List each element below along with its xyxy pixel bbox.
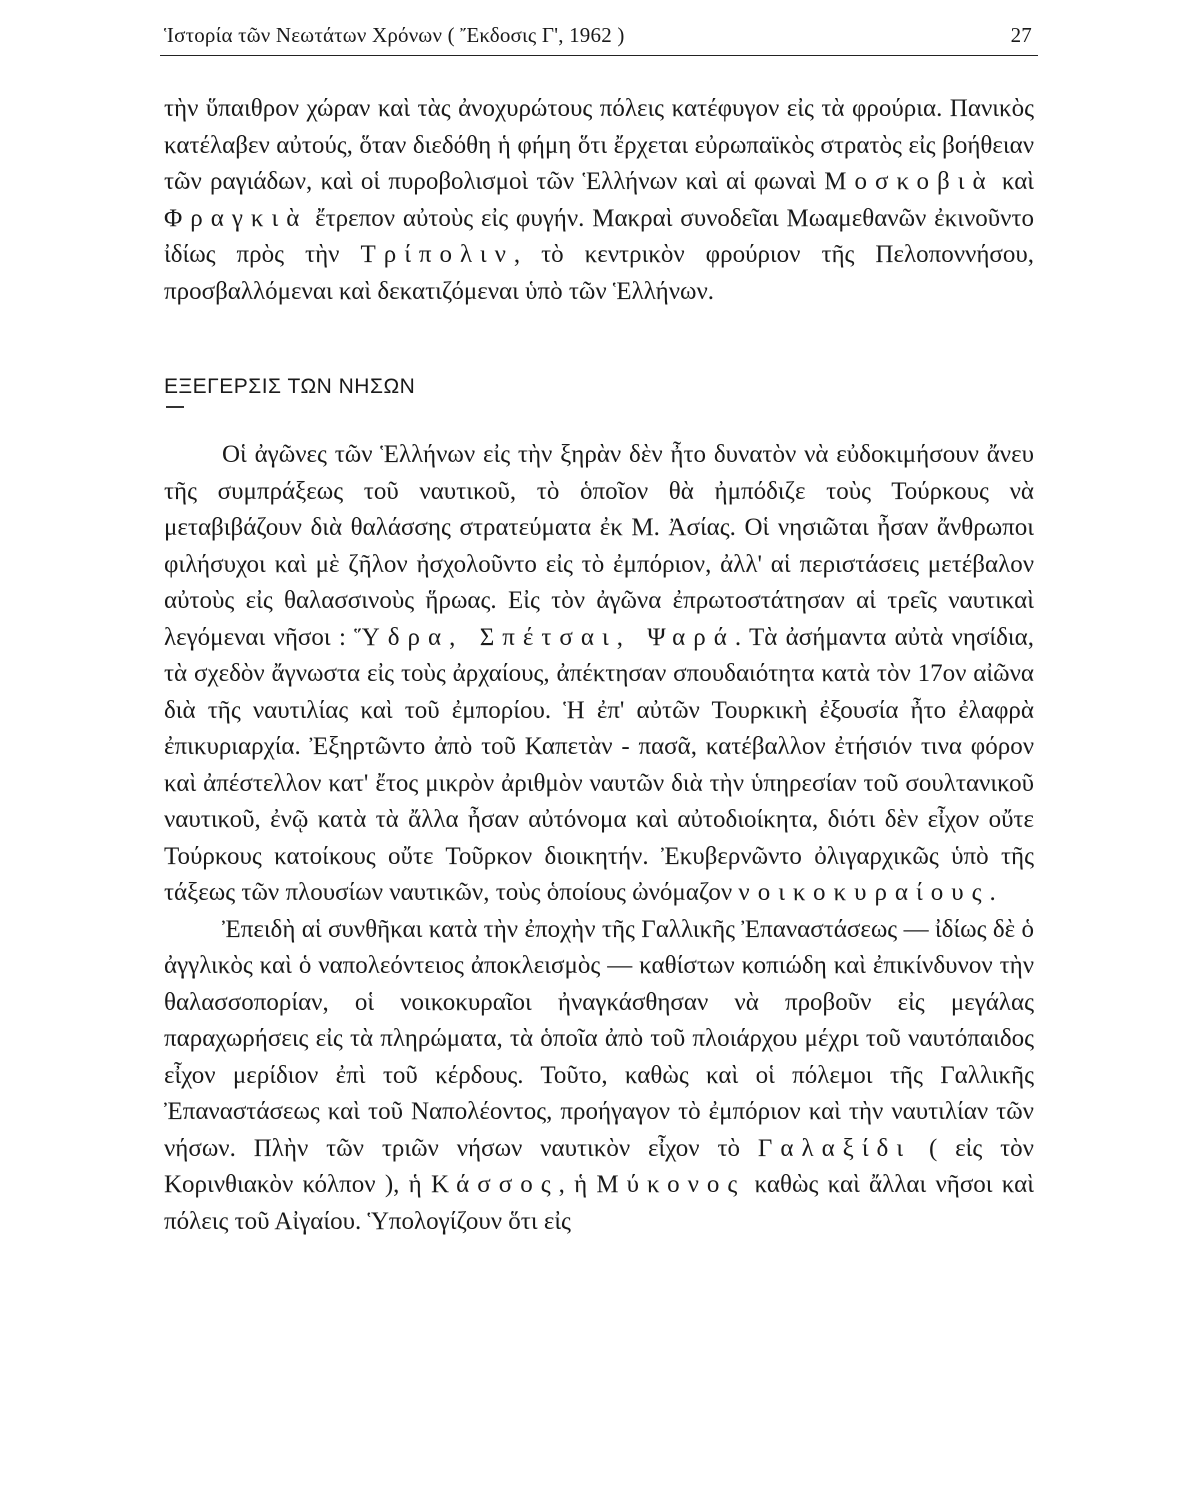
heading-underline <box>166 406 184 408</box>
running-header <box>164 20 1032 50</box>
paragraph <box>164 91 1034 310</box>
text-run: . Τὰ ἀσήμαντα αὐτὰ νησίδια, τὰ σχεδὸν ἄγνωστα εἰς τοὺς ἀρχαίους, ἀπέκτησαν σπουδαιότητα κατὰ τὸν 17ον αἰῶνα διὰ τῆς ναυτιλίας καὶ τοῦ ἐμπορίου. Ἡ ἐπ' αὐτῶν Τουρκικὴ ἐξουσία ἦτο ἐλαφρὰ ἐπικυριαρχία. Ἐξηρτῶντο ἀπὸ τοῦ Καπετὰν - πασᾶ, κατέβαλλον ἐτήσιόν τινα φόρον καὶ ἀπέστελλον κατ' ἔτος μικρὸν ἀριθμὸν ναυτῶν διὰ τὴν ὑπηρεσίαν τοῦ σουλτανικοῦ ναυτικοῦ, ἐνῷ κατὰ τὰ ἄλλα ἦσαν αὐτόνομα καὶ αὐτοδιοίκητα, διότι δὲν εἶχον οὔτε Τούρκους κατοίκους οὔτε Τοῦρκον διοικητήν. Ἐκυβερνῶντο ὀλιγαρχικῶς ὑπὸ τῆς τάξεως τῶν πλουσίων ναυτικῶν, τοὺς ὁποίους ὠνόμαζον <box>164 623 1034 906</box>
text-run: ( εἰς τὸν Κορινθιακὸν κόλπον ), ἡ <box>164 1134 1034 1198</box>
text-block-main <box>164 437 1034 1240</box>
text-run: , τὸ κεντρικὸν φρούριον τῆς Πελοποννήσου, προσβαλλόμεναι καὶ δεκατιζόμεναι ὑπὸ τῶν Ἑλλήνων. <box>164 241 1035 305</box>
text-run: , ἡ <box>558 1171 588 1198</box>
paragraph <box>164 912 1034 1241</box>
text-run: καὶ <box>1001 168 1035 195</box>
paragraph <box>164 437 1034 912</box>
text-run: Ἐπειδὴ αἱ συνθῆκαι κατὰ τὴν ἐποχὴν τῆς Γαλλικῆς Ἐπαναστάσεως — ἰδίως δὲ ὁ ἀγγλικὸς καὶ ὁ ναπολεόντειος ἀποκλεισμὸς — καθίστων κοπιώδη καὶ ἐπικίνδυνον τὴν θαλασσοπορίαν, οἱ νοικοκυραῖοι ἠναγκάσθησαν νὰ προβοῦν εἰς μεγάλας παραχωρήσεις εἰς τὰ πληρώματα, τὰ ὁποῖα ἀπὸ τοῦ πλοιάρχου μέχρι τοῦ ναυτόπαιδος εἶχον μερίδιον ἐπὶ τοῦ κέρδους. Τοῦτο, καθὼς καὶ οἱ πόλεμοι τῆς Γαλλικῆς Ἐπαναστάσεως καὶ τοῦ Ναπολέοντος, προήγαγον τὸ ἐμπόριον καὶ τὴν ναυτιλίαν τῶν νήσων. Πλὴν τῶν τριῶν νήσων ναυτικὸν εἶχον τὸ <box>164 915 1034 1162</box>
spaced-term: Μοσκοβιὰ <box>824 168 994 195</box>
header-rule <box>160 55 1038 56</box>
section-heading: ΕΞΕΓΕΡΣΙΣ ΤΩΝ ΝΗΣΩΝ <box>164 375 416 398</box>
page-number: 27 <box>1010 22 1032 47</box>
spaced-term: Μύκονος <box>596 1171 746 1198</box>
text-run: . <box>989 879 996 906</box>
spaced-term: Κάσσος <box>431 1171 559 1198</box>
spaced-term: Φραγκιὰ <box>164 204 308 232</box>
spaced-term: Ὕδρα, Σπέτσαι, Ψαρά <box>354 623 735 651</box>
text-run: ἔτρεπον αὐτοὺς εἰς φυγήν. Μακραὶ συνοδεῖαι Μωαμεθανῶν ἐκινοῦντο ἰδίως πρὸς τὴν <box>164 204 1035 268</box>
running-title: Ἱστορία τῶν Νεωτάτων Χρόνων ( Ἔκδοσις Γ', 1962 ) <box>164 22 625 47</box>
text-block-top <box>164 91 1034 310</box>
text-run: Οἱ ἀγῶνες τῶν Ἑλλήνων εἰς τὴν ξηρὰν δὲν ἦτο δυνατὸν νὰ εὐδοκιμήσουν ἄνευ τῆς συμπράξεως τοῦ ναυτικοῦ, τὸ ὁποῖον θὰ ἠμπόδιζε τοὺς Τούρκους νὰ μεταβιβάζουν διὰ θαλάσσης στρατεύματα ἐκ Μ. Ἀσίας. Οἱ νησιῶται ἦσαν ἄνθρωποι φιλήσυχοι καὶ μὲ ζῆλον ἠσχολοῦντο εἰς τὸ ἐμπόριον, ἀλλ' αἱ περιστάσεις μετέβαλον αὐτοὺς εἰς θαλασσινοὺς ἥρωας. Εἰς τὸν ἀγῶνα ἐπρωτοστάτησαν αἱ τρεῖς ναυτικαὶ λεγόμεναι νῆσοι : <box>164 441 1034 651</box>
spaced-term: νοικοκυραίους <box>738 879 990 906</box>
text-run: καθὼς καὶ ἄλλαι νῆσοι καὶ πόλεις τοῦ Αἰγαίου. Ὑπολογίζουν ὅτι εἰς <box>164 1171 1034 1235</box>
text-run: τὴν ὕπαιθρον χώραν καὶ τὰς ἀνοχυρώτους πόλεις κατέφυγον εἰς τὰ φρούρια. Πανικὸς κατέλαβεν αὐτούς, ὅταν διεδόθη ἡ φήμη ὅτι ἔρχεται εὐρωπαϊκὸς στρατὸς εἰς βοήθειαν τῶν ραγιάδων, καὶ οἱ πυροβολισμοὶ τῶν Ἑλλήνων καὶ αἱ φωναὶ <box>164 95 1034 195</box>
spaced-term: Γαλαξίδι <box>757 1134 912 1162</box>
spaced-term: Τρίπολιν <box>360 241 514 268</box>
